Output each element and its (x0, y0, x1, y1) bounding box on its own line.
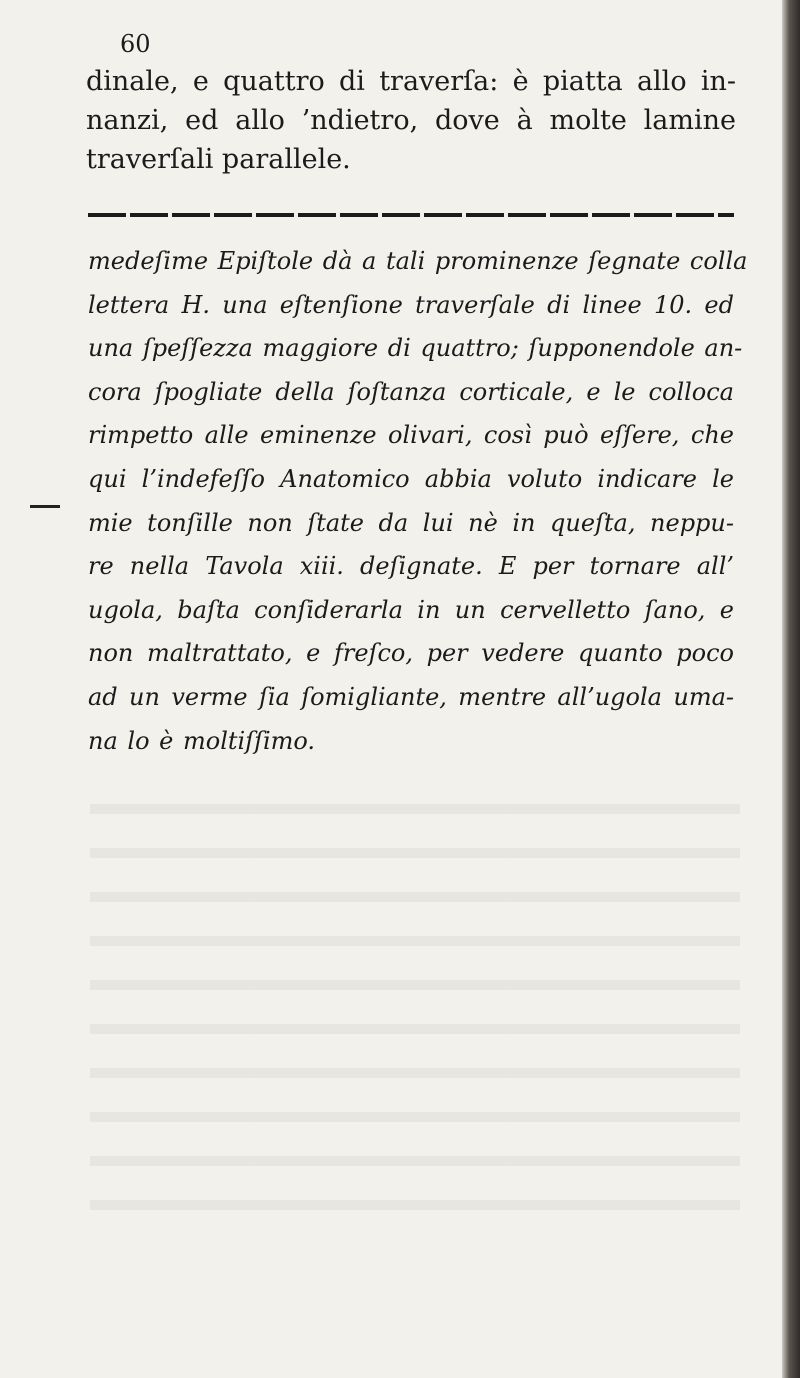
footnote-divider (88, 213, 734, 217)
footnote-line: mie tonſille non ſtate da lui nè in queſta, neppu- (88, 508, 734, 537)
main-text-line: traverſali parallele. (86, 144, 351, 175)
footnote-line: una ſpeſſezza maggiore di quattro; ſupponendole an- (88, 334, 743, 363)
footnote-line: re nella Tavola xiii. deſignate. E per tornare all’ (88, 552, 734, 581)
main-text-line: dinale, e quattro di traverſa: è piatta allo in- (86, 66, 736, 97)
show-through-texture (90, 780, 740, 1230)
footnote-line: cora ſpogliate della ſoſtanza corticale, e le colloca (88, 377, 734, 406)
footnote-line: ad un verme ſia ſomigliante, mentre all’ugola uma- (88, 682, 734, 711)
footnote-line: ugola, baſta conſiderarla in un cervelletto ſano, e (88, 595, 734, 624)
page-number: 60 (120, 30, 151, 58)
footnote-block (88, 240, 748, 763)
footnote-line: rimpetto alle eminenze olivari, così può eſſere, che (88, 421, 734, 450)
footnote-line: na lo è moltiſſimo. (88, 726, 316, 755)
margin-mark (30, 505, 60, 508)
main-text-block (86, 62, 736, 179)
page-edge-shadow (782, 0, 800, 1378)
footnote-line: medeſime Epiſtole dà a tali prominenze ſegnate colla (88, 247, 748, 275)
footnote-line: non maltrattato, e freſco, per vedere quanto poco (88, 639, 734, 668)
footnote-line: qui l’indefeſſo Anatomico abbia voluto indicare le (88, 464, 734, 493)
main-text-line: nanzi, ed allo ’ndietro, dove à molte lamine (86, 105, 736, 136)
footnote-line: lettera H. una eſtenſione traverſale di linee 10. ed (88, 290, 734, 319)
